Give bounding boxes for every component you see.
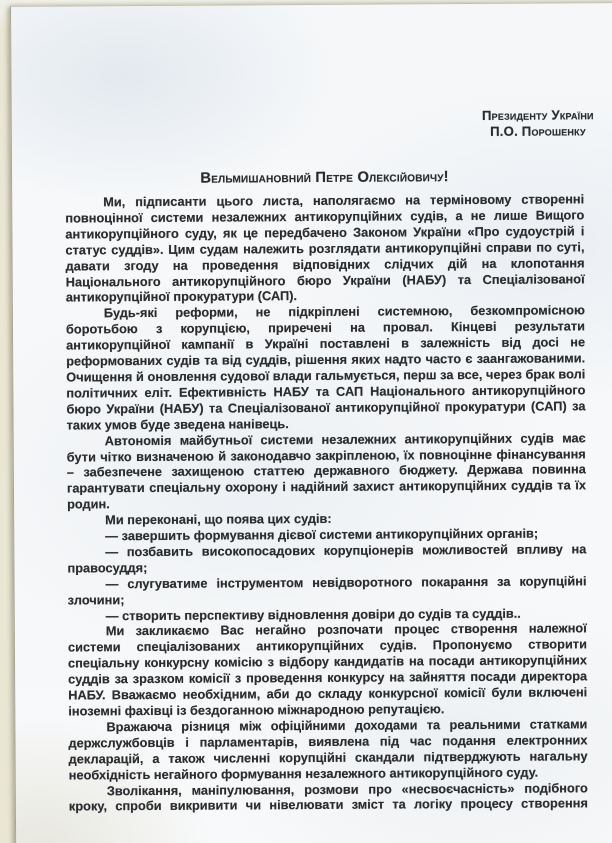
paragraph-2: Будь-які реформи, не підкріплені системною, безкомпромісною боротьбою з корупцією, приречені на провал. Кінцеві результати антикорупційної кампанії в Україні поставлені в залежність від досі не реформованих судів та від суддів, рішення яких надто часто є заангажованими. Очищення й оновлення судової влади гальмується, перш за все, через брак волі політичних еліт. Ефективність НАБУ та САП Національного антикорупційного бюро України (НАБУ) та Спеціалізованої антикорупційної прокуратури (САП) за таких умов буде зведена нанівець. [65,302,586,433]
salutation: Вельмишановний Петре Олексійовичу! [200,169,449,187]
paragraph-6-cutoff: Зволікання, маніпулювання, розмови про «несвоєчасність» подібного кроку, спроби викривити чи нівелювати зміст та логіку процесу створення [68,779,588,814]
letter-paper [10,2,612,843]
paragraph-3: Автономія майбутньої системи незалежних антикорупційних судів має бути чітко визначеною й законодавчо закріпленою, їх повноцінне фінансування – забезпечене захищеною статтею державного бюджету. Держава повинна гарантувати спеціальну охорону і надійний захист антикорупційних суддів та їх родин. [66,429,586,512]
list-item-1: — завершить формування дієвої системи антикорупційних органів; [105,525,539,544]
list-item-4: — створить перспективу відновлення довіри до судів та суддів.. [105,605,521,623]
recipient-line-2: П.О. Порошенку [489,123,586,140]
paragraph-1: Ми, підписанти цього листа, наполягаємо на терміновому створенні повноцінної системи незалежних антикорупційних судів, а не лише Вищого антикорупційного суду, як це передбачено Законом України «Про судоустрій і статус суддів». Цим судам належить розглядати антикорупційні справи по суті, давати згоду на проведення відповідних слідчих дій на клопотання Національного антикорупційного бюро України (НАБУ) та Спеціалізованої антикорупційної прокуратури (САП). [65,191,585,305]
list-intro: Ми переконані, що поява цих судів: [105,510,332,528]
letter-body [65,191,588,815]
list-item-2: — позбавить високопосадових корупціонерів можливостей впливу на правосуддя; [67,541,587,576]
paragraph-5: Вражаюча різниця між офіційними доходами та реальними статками держслужбовців і парламентарів, виявлена під час подання електронних декларацій, а також численні корупційні скандали підтверджують нагальну необхідність негайного формування незалежного антикорупційного суду. [68,716,588,783]
recipient-line-1: Президенту України [481,107,594,123]
recipient-block [482,107,594,140]
paragraph-4: Ми закликаємо Вас негайно розпочати процес створення належної системи спеціалізованих антикорупційних судів. Пропонуємо створити спеціальну конкурсну комісію з відбору кандидатів на посади антикорупційних суддів за зразком комісії з проведення конкурсу на зайняття посади директора НАБУ. Вважаємо необхідним, аби до складу конкурсної комісії були включені іноземні фахівці із бездоганною міжнародною репутацією. [67,620,588,719]
list-item-3: — слугуватиме інструментом невідворотного покарання за корупційні злочини; [67,573,587,608]
